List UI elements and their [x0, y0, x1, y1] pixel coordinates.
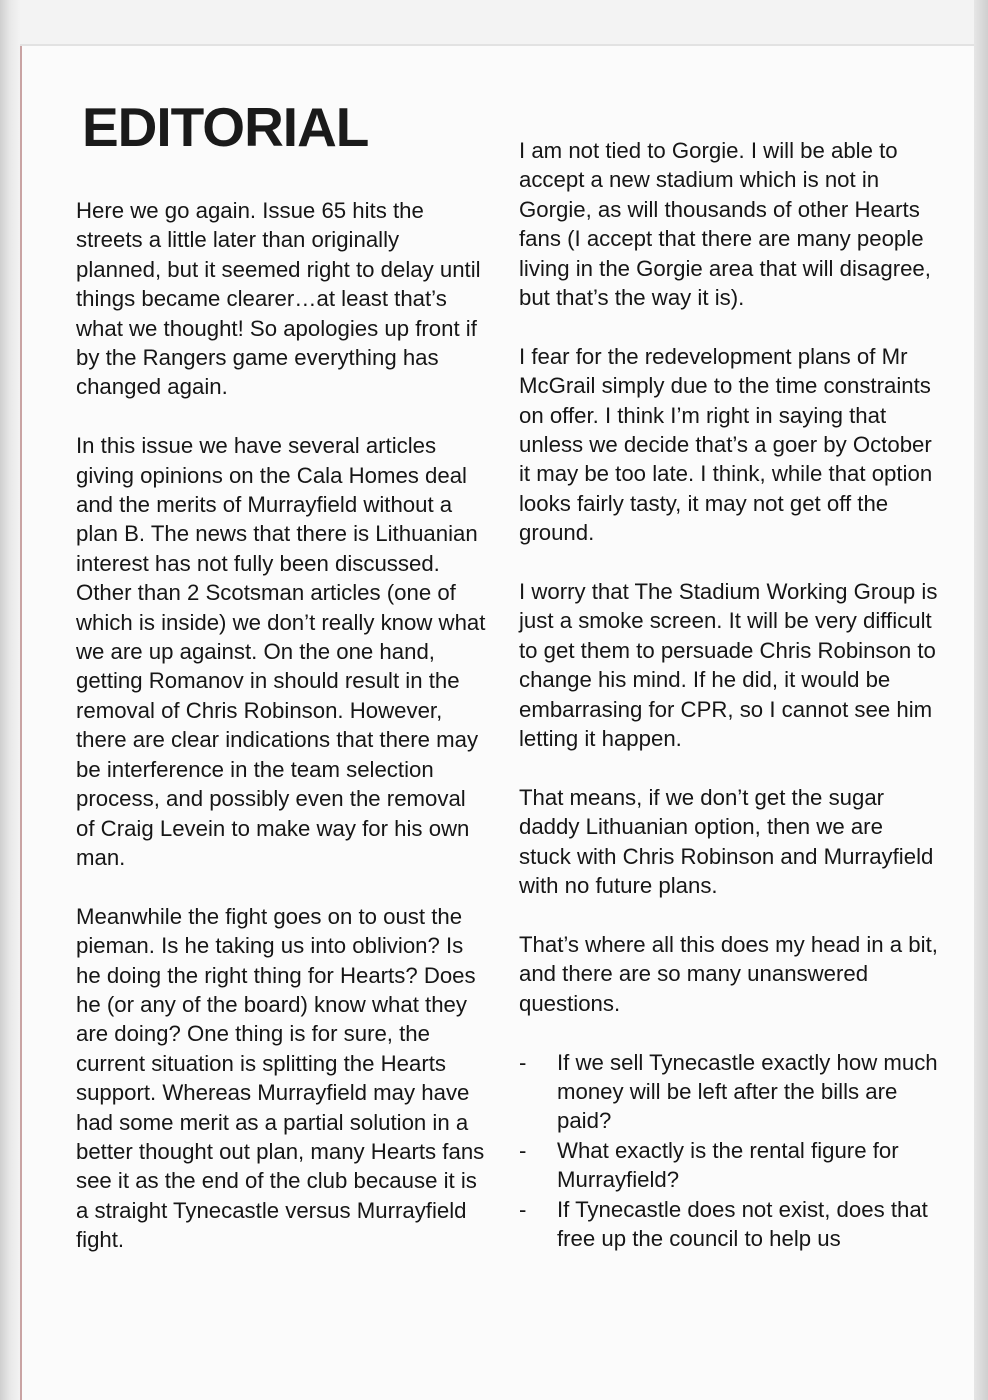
- right-paragraph-5: That’s where all this does my head in a bit, and there are so many unanswered questions.: [519, 931, 938, 1016]
- question-item: [519, 1048, 939, 1136]
- question-text: If we sell Tynecastle exactly how much money will be left after the bills are paid?: [557, 1049, 938, 1134]
- dash-bullet: -: [519, 1137, 527, 1163]
- question-item: [519, 1195, 939, 1254]
- dash-bullet: -: [519, 1196, 527, 1222]
- editorial-title: EDITORIAL: [82, 96, 369, 158]
- question-item: [519, 1136, 939, 1195]
- right-paragraph-1: I am not tied to Gorgie. I will be able to accept a new stadium which is not in Gorgie, as will thousands of other Hearts fans (I accept that there are many people living in the Gorgie area that will disagree, but that’s the way it is).: [519, 138, 931, 311]
- question-text: What exactly is the rental figure for Murrayfield?: [557, 1137, 899, 1193]
- dash-bullet: -: [519, 1049, 527, 1075]
- page-edge: [974, 0, 988, 1400]
- right-paragraph-4: That means, if we don’t get the sugar daddy Lithuanian option, then we are stuck with Chris Robinson and Murrayfield with no future plans.: [519, 784, 934, 899]
- question-list: [519, 1048, 939, 1254]
- right-column: [519, 136, 939, 1253]
- right-paragraph-3: I worry that The Stadium Working Group is just a smoke screen. It will be very difficult to get them to persuade Chris Robinson to change his mind. If he did, it would be embarrasing for CPR, so I cannot see him letting it happen.: [519, 579, 938, 752]
- left-paragraph-3: Meanwhile the fight goes on to oust the pieman. Is he taking us into oblivion? Is he doing the right thing for Hearts? Does he (or any of the board) know what they are doing? One thing is for sure, the current situation is splitting the Hearts support. Whereas Murrayfield may have had some merit as a partial solution in a better thought out plan, many Hearts fans see it as the end of the club because it is a straight Tynecastle versus Murrayfield fight.: [76, 903, 485, 1253]
- left-paragraph-2: In this issue we have several articles giving opinions on the Cala Homes deal and the merits of Murrayfield without a plan B. The news that there is Lithuanian interest has not fully been discussed. Other than 2 Scotsman articles (one of which is inside) we don’t really know what we are up against. On the one hand, getting Romanov in should result in the removal of Chris Robinson. However, there are clear indications that there may be interference in the team selection process, and possibly even the removal of Craig Levein to make way for his own man.: [76, 433, 486, 870]
- left-paragraph-1: Here we go again. Issue 65 hits the streets a little later than originally planned, but it seemed right to delay until things became clearer…at least that’s what we thought! So apologies up front if by the Rangers game everything has changed again.: [76, 198, 481, 400]
- right-paragraph-2: I fear for the redevelopment plans of Mr McGrail simply due to the time constraints on offer. I think I’m right in saying that unless we decide that’s a goer by October it may be too late. I think, while that option looks fairly tasty, it may not get off the ground.: [519, 343, 933, 546]
- left-column: [76, 196, 486, 1284]
- question-text: If Tynecastle does not exist, does that free up the council to help us: [557, 1196, 928, 1251]
